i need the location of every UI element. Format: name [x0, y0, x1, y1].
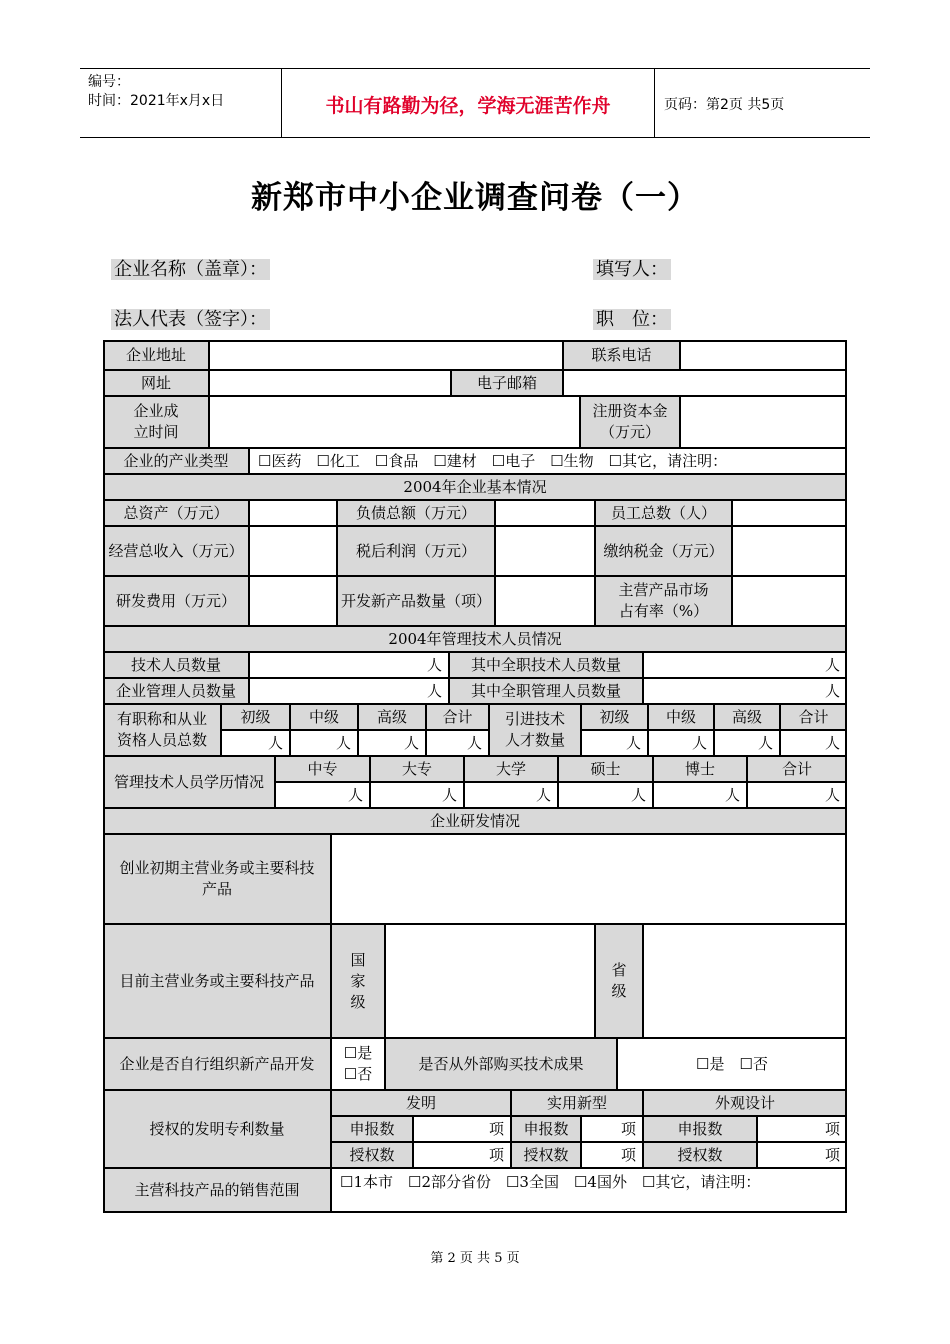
total-debt-label: 负债总额（万元） — [337, 500, 495, 526]
utility-granted-field[interactable]: 项 — [581, 1142, 643, 1168]
company-name-label[interactable]: 企业名称（盖章）： — [111, 255, 270, 281]
founded-field[interactable] — [209, 396, 580, 448]
edu-dazhuan-field[interactable]: 人 — [370, 782, 464, 808]
rd-cost-label: 研发费用（万元） — [103, 576, 249, 626]
tax-field[interactable] — [732, 526, 847, 576]
document-header — [80, 68, 870, 138]
total-field[interactable]: 人 — [426, 730, 489, 756]
website-label: 网址 — [103, 370, 209, 396]
junior-header: 初级 — [221, 704, 290, 730]
total-assets-field[interactable] — [249, 500, 337, 526]
early-product-field[interactable] — [331, 834, 847, 924]
page-title: 新郑市中小企业调查问卷（一） — [251, 180, 699, 216]
address-label: 企业地址 — [103, 340, 209, 370]
section-rd-info: 企业研发情况 — [103, 808, 847, 834]
senior-header: 高级 — [358, 704, 426, 730]
fulltime-mgmt-label: 其中全职管理人员数量 — [449, 678, 643, 704]
intro-total-field[interactable]: 人 — [780, 730, 847, 756]
edu-daxue-header: 大学 — [464, 756, 558, 782]
tax-label: 缴纳税金（万元） — [595, 526, 732, 576]
edu-phd-field[interactable]: 人 — [653, 782, 747, 808]
header-motto: 书山有路勤为径，学海无涯苦作舟 — [325, 95, 611, 117]
edu-zhongzhuan-header: 中专 — [275, 756, 370, 782]
employees-field[interactable] — [732, 500, 847, 526]
net-profit-field[interactable] — [495, 526, 595, 576]
national-level-label: 国家级 — [331, 924, 385, 1038]
intro-middle-field[interactable]: 人 — [648, 730, 714, 756]
utility-applied-label: 申报数 — [511, 1116, 581, 1142]
filler-label[interactable]: 填写人： — [593, 255, 671, 281]
legal-rep-label[interactable]: 法人代表（签字）： — [111, 305, 270, 331]
provincial-level-field[interactable] — [643, 924, 847, 1038]
total-debt-field[interactable] — [495, 500, 595, 526]
fulltime-mgmt-field[interactable]: 人 — [643, 678, 847, 704]
invention-applied-field[interactable]: 项 — [413, 1116, 511, 1142]
net-profit-label: 税后利润（万元） — [337, 526, 495, 576]
new-products-field[interactable] — [495, 576, 595, 626]
titled-staff-label: 有职称和从业 资格人员总数 — [103, 704, 221, 756]
edu-master-field[interactable]: 人 — [558, 782, 653, 808]
industry-options[interactable]: ☐医药 ☐化工 ☐食品 ☐建材 ☐电子 ☐生物 ☐其它，请注明： — [249, 448, 847, 474]
market-share-label: 主营产品市场 占有率（%） — [595, 576, 732, 626]
rd-cost-field[interactable] — [249, 576, 337, 626]
intro-senior-field[interactable]: 人 — [714, 730, 780, 756]
middle-field[interactable]: 人 — [290, 730, 358, 756]
fulltime-tech-label: 其中全职技术人员数量 — [449, 652, 643, 678]
total-header: 合计 — [426, 704, 489, 730]
external-tech-label: 是否从外部购买技术成果 — [385, 1038, 617, 1090]
sales-scope-options[interactable]: ☐1本市 ☐2部分省份 ☐3全国 ☐4国外 ☐其它，请注明： — [331, 1168, 847, 1213]
employees-label: 员工总数（人） — [595, 500, 732, 526]
education-label: 管理技术人员学历情况 — [103, 756, 275, 808]
phone-label: 联系电话 — [563, 340, 680, 370]
mgmt-staff-field[interactable]: 人 — [249, 678, 449, 704]
junior-field[interactable]: 人 — [221, 730, 290, 756]
design-header: 外观设计 — [643, 1090, 847, 1116]
intro-junior-field[interactable]: 人 — [581, 730, 648, 756]
early-product-label: 创业初期主营业务或主要科技产品 — [103, 834, 331, 924]
intro-senior-header: 高级 — [714, 704, 780, 730]
header-divider — [654, 69, 655, 137]
revenue-label: 经营总收入（万元） — [103, 526, 249, 576]
design-granted-label: 授权数 — [643, 1142, 757, 1168]
invention-applied-label: 申报数 — [331, 1116, 413, 1142]
new-products-label: 开发新产品数量（项） — [337, 576, 495, 626]
edu-master-header: 硕士 — [558, 756, 653, 782]
address-field[interactable] — [209, 340, 563, 370]
provincial-level-label: 省级 — [595, 924, 643, 1038]
capital-field[interactable] — [680, 396, 847, 448]
invention-granted-field[interactable]: 项 — [413, 1142, 511, 1168]
email-label: 电子邮箱 — [451, 370, 563, 396]
utility-header: 实用新型 — [511, 1090, 643, 1116]
invention-granted-label: 授权数 — [331, 1142, 413, 1168]
design-granted-field[interactable]: 项 — [757, 1142, 847, 1168]
intro-junior-header: 初级 — [581, 704, 648, 730]
capital-label: 注册资本金 （万元） — [580, 396, 680, 448]
website-field[interactable] — [209, 370, 451, 396]
header-meta — [88, 73, 224, 111]
sales-scope-label: 主营科技产品的销售范围 — [103, 1168, 331, 1213]
tech-staff-field[interactable]: 人 — [249, 652, 449, 678]
page-footer: 第 2 页 共 5 页 — [430, 1251, 520, 1266]
edu-phd-header: 博士 — [653, 756, 747, 782]
utility-granted-label: 授权数 — [511, 1142, 581, 1168]
self-dev-label: 企业是否自行组织新产品开发 — [103, 1038, 331, 1090]
patents-label: 授权的发明专利数量 — [103, 1090, 331, 1168]
middle-header: 中级 — [290, 704, 358, 730]
code-label: 编号： — [88, 74, 130, 90]
self-dev-no-checkbox[interactable]: ☐否 — [343, 1065, 373, 1083]
design-applied-label: 申报数 — [643, 1116, 757, 1142]
edu-total-header: 合计 — [747, 756, 847, 782]
phone-field[interactable] — [680, 340, 847, 370]
fulltime-tech-field[interactable]: 人 — [643, 652, 847, 678]
date-label: 时间：2021年x月x日 — [88, 93, 225, 109]
intro-total-header: 合计 — [780, 704, 847, 730]
external-tech-options[interactable]: ☐是 ☐否 — [617, 1038, 847, 1090]
industry-label: 企业的产业类型 — [103, 448, 249, 474]
survey-form — [103, 340, 847, 1213]
founded-label: 企业成 立时间 — [103, 396, 209, 448]
tech-staff-label: 技术人员数量 — [103, 652, 249, 678]
edu-dazhuan-header: 大专 — [370, 756, 464, 782]
market-share-field[interactable] — [732, 576, 847, 626]
invention-header: 发明 — [331, 1090, 511, 1116]
section-basic-info: 2004年企业基本情况 — [103, 474, 847, 500]
position-label[interactable]: 职 位： — [593, 305, 671, 331]
design-applied-field[interactable]: 项 — [757, 1116, 847, 1142]
edu-daxue-field[interactable]: 人 — [464, 782, 558, 808]
section-staff-info: 2004年管理技术人员情况 — [103, 626, 847, 652]
edu-total-field[interactable]: 人 — [747, 782, 847, 808]
mgmt-staff-label: 企业管理人员数量 — [103, 678, 249, 704]
edu-zhongzhuan-field[interactable]: 人 — [275, 782, 370, 808]
current-product-label: 目前主营业务或主要科技产品 — [103, 924, 331, 1038]
revenue-field[interactable] — [249, 526, 337, 576]
email-field[interactable] — [563, 370, 847, 396]
utility-applied-field[interactable]: 项 — [581, 1116, 643, 1142]
self-dev-options — [331, 1038, 385, 1090]
senior-field[interactable]: 人 — [358, 730, 426, 756]
total-assets-label: 总资产（万元） — [103, 500, 249, 526]
national-level-field[interactable] — [385, 924, 595, 1038]
self-dev-yes-checkbox[interactable]: ☐是 — [343, 1044, 373, 1062]
intro-middle-header: 中级 — [648, 704, 714, 730]
header-page-number: 页码：第2页 共5页 — [664, 97, 785, 113]
introduced-talent-label: 引进技术 人才数量 — [489, 704, 581, 756]
